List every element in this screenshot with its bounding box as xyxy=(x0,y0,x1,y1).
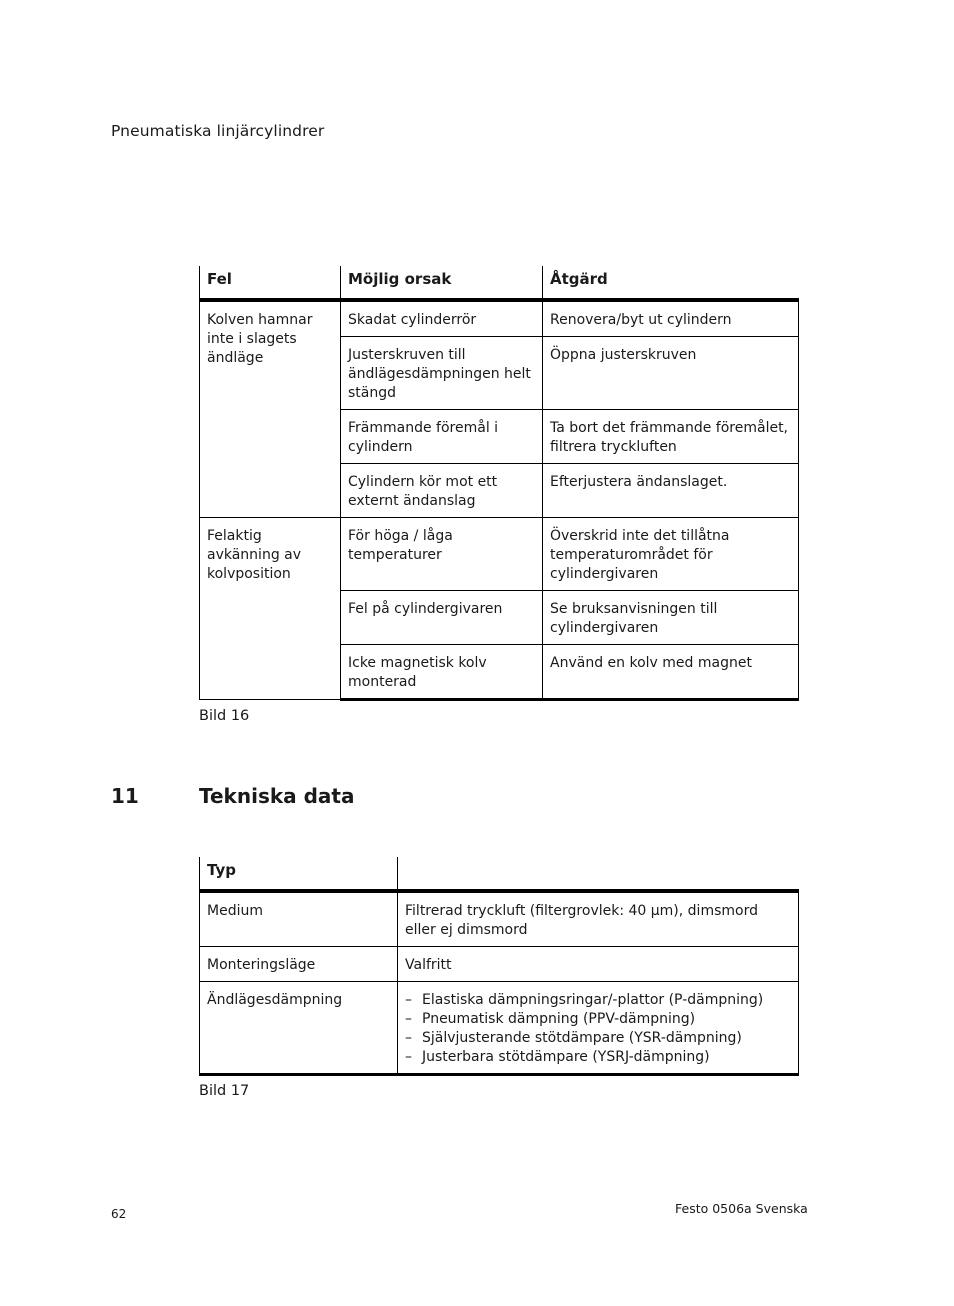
fault-cell: Kolven hamnar inte i slagets ändläge xyxy=(200,300,341,518)
cause-cell: Skadat cylinderrör xyxy=(341,300,543,337)
property-value xyxy=(398,982,799,1075)
list-item-text: Självjusterande stötdämpare (YSR-dämpning) xyxy=(422,1030,742,1046)
footer-publisher: Festo 0506a Svenska xyxy=(675,1201,808,1216)
table-header-row xyxy=(200,266,799,300)
section-title: Tekniska data xyxy=(199,784,355,808)
remedy-cell: Använd en kolv med magnet xyxy=(543,645,799,700)
dash-marker: – xyxy=(405,1011,412,1027)
table-row xyxy=(200,300,799,337)
section-number: 11 xyxy=(111,784,139,808)
cause-cell: Främmande föremål i cylindern xyxy=(341,410,543,464)
cause-cell: Icke magnetisk kolv monterad xyxy=(341,645,543,700)
remedy-cell: Överskrid inte det tillåtna temperaturområdet för cylindergivaren xyxy=(543,518,799,591)
cushioning-list xyxy=(405,991,791,1067)
cause-cell: För höga / låga temperaturer xyxy=(341,518,543,591)
figure-caption: Bild 16 xyxy=(199,708,250,724)
dash-marker: – xyxy=(405,1049,412,1065)
table-header-row xyxy=(200,857,799,891)
running-header: Pneumatiska linjärcylindrer xyxy=(111,122,325,140)
property-label: Monteringsläge xyxy=(200,947,398,982)
list-item-text: Justerbara stötdämpare (YSRJ-dämpning) xyxy=(422,1049,710,1065)
column-header-remedy: Åtgärd xyxy=(543,266,799,300)
list-item xyxy=(405,1048,791,1067)
table-row xyxy=(200,518,799,591)
remedy-cell: Renovera/byt ut cylindern xyxy=(543,300,799,337)
list-item xyxy=(405,991,791,1010)
list-item xyxy=(405,1010,791,1029)
column-header-cause: Möjlig orsak xyxy=(341,266,543,300)
cause-cell: Cylindern kör mot ett externt ändanslag xyxy=(341,464,543,518)
remedy-cell: Se bruksanvisningen till cylindergivaren xyxy=(543,591,799,645)
column-header-value xyxy=(398,857,799,891)
table-row xyxy=(200,947,799,982)
property-value: Filtrerad tryckluft (filtergrovlek: 40 µm), dimsmord eller ej dimsmord xyxy=(398,891,799,947)
remedy-cell: Öppna justerskruven xyxy=(543,337,799,410)
cause-cell: Justerskruven till ändlägesdämpningen helt stängd xyxy=(341,337,543,410)
table-row xyxy=(200,982,799,1075)
list-item xyxy=(405,1029,791,1048)
column-header-type: Typ xyxy=(200,857,398,891)
fault-cell: Felaktig avkänning av kolvposition xyxy=(200,518,341,700)
dash-marker: – xyxy=(405,1030,412,1046)
property-label: Medium xyxy=(200,891,398,947)
technical-data-table xyxy=(199,857,799,1076)
property-label: Ändlägesdämpning xyxy=(200,982,398,1075)
list-item-text: Pneumatisk dämpning (PPV-dämpning) xyxy=(422,1011,696,1027)
table-row xyxy=(200,891,799,947)
dash-marker: – xyxy=(405,992,412,1008)
remedy-cell: Ta bort det främmande föremålet, filtrera tryckluften xyxy=(543,410,799,464)
list-item-text: Elastiska dämpningsringar/-plattor (P-dämpning) xyxy=(422,992,764,1008)
troubleshooting-table xyxy=(199,266,799,701)
remedy-cell: Efterjustera ändanslaget. xyxy=(543,464,799,518)
cause-cell: Fel på cylindergivaren xyxy=(341,591,543,645)
column-header-fault: Fel xyxy=(200,266,341,300)
property-value: Valfritt xyxy=(398,947,799,982)
figure-caption: Bild 17 xyxy=(199,1083,250,1099)
page-number: 62 xyxy=(111,1207,127,1221)
